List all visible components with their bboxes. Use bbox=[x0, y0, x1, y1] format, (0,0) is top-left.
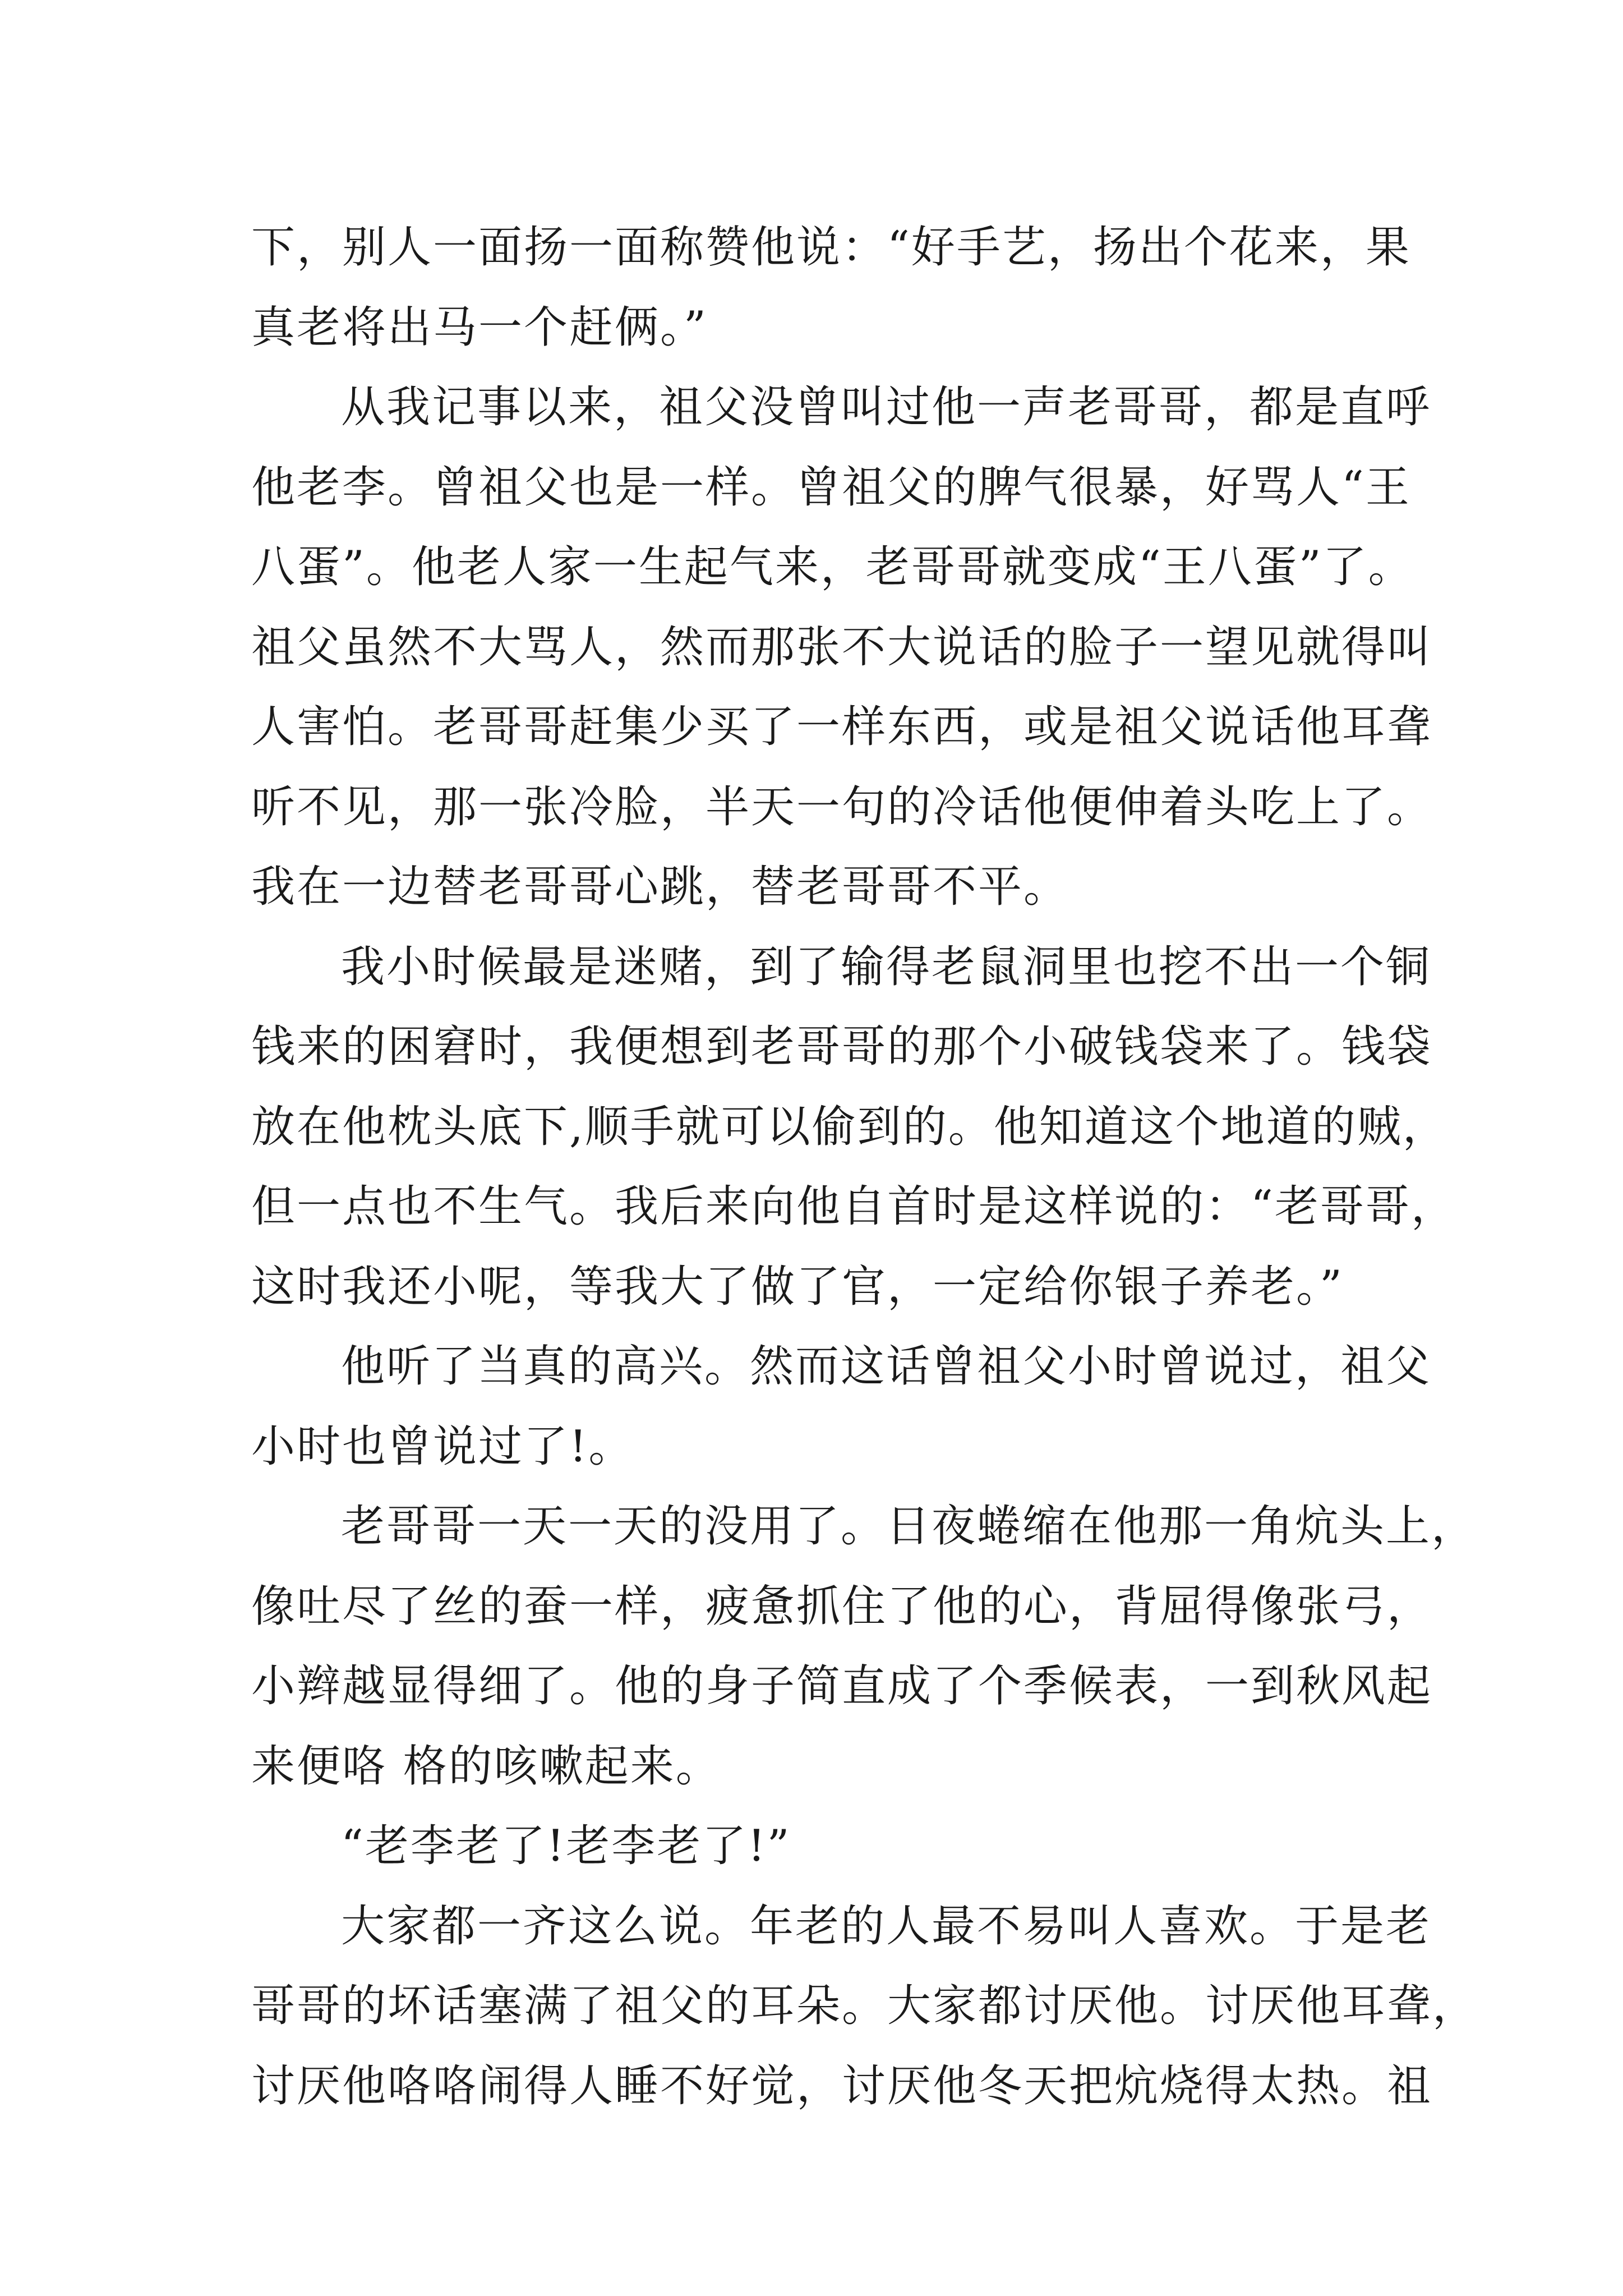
text-line: 人害怕。老哥哥赶集少买了一样东西，或是祖父说话他耳聋 bbox=[251, 702, 1433, 752]
text-line: 八蛋”。他老人家一生起气来，老哥哥就变成“王八蛋”了。 bbox=[251, 542, 1414, 592]
text-line: 哥哥的坏话塞满了祖父的耳朵。大家都讨厌他。讨厌他耳聋， bbox=[251, 1981, 1478, 2031]
text-line: 我在一边替老哥哥心跳，替老哥哥不平。 bbox=[251, 862, 1069, 912]
text-line: 他老李。曾祖父也是一样。曾祖父的脾气很暴，好骂人“王 bbox=[251, 462, 1411, 513]
text-line: 小时也曾说过了!。 bbox=[251, 1421, 634, 1472]
body-text bbox=[251, 208, 1478, 2126]
text-line: 我小时候最是迷赌，到了输得老鼠洞里也挖不出一个铜 bbox=[341, 941, 1432, 992]
text-line: 但一点也不生气。我后来向他自首时是这样说的：“老哥哥， bbox=[251, 1181, 1456, 1232]
text-line: 钱来的困窘时，我便想到老哥哥的那个小破钱袋来了。钱袋 bbox=[251, 1022, 1433, 1072]
text-line: 听不见，那一张冷脸，半天一句的冷话他便伸着头吃上了。 bbox=[251, 781, 1433, 832]
text-line: 这时我还小呢，等我大了做了官，一定给你银子养老。” bbox=[251, 1261, 1344, 1312]
text-line: 从我记事以来，祖父没曾叫过他一声老哥哥，都是直呼 bbox=[341, 382, 1432, 432]
text-line: 下，别人一面扬一面称赞他说：“好手艺，扬出个花来，果 bbox=[251, 222, 1411, 273]
text-line: 老哥哥一天一天的没用了。日夜蜷缩在他那一角炕头上， bbox=[341, 1501, 1477, 1552]
text-line: 讨厌他咯咯闹得人睡不好觉，讨厌他冬天把炕烧得太热。祖 bbox=[251, 2060, 1433, 2111]
text-line: 真老将出马一个赶俩。” bbox=[251, 302, 708, 353]
text-line: 他听了当真的高兴。然而这话曾祖父小时曾说过，祖父 bbox=[341, 1341, 1432, 1392]
text-line: 祖父虽然不大骂人，然而那张不大说话的脸子一望见就得叫 bbox=[251, 622, 1433, 673]
text-line: 像吐尽了丝的蚕一样，疲惫抓住了他的心，背屈得像张弓， bbox=[251, 1581, 1433, 1632]
text-line: 来便咯 格的咳嗽起来。 bbox=[251, 1741, 721, 1792]
text-line: 放在他枕头底下,顺手就可以偷到的。他知道这个地道的贼， bbox=[251, 1101, 1448, 1152]
text-line: 大家都一齐这么说。年老的人最不易叫人喜欢。于是老 bbox=[341, 1901, 1432, 1952]
text-line: “老李老了!老李老了!” bbox=[341, 1821, 791, 1871]
text-line: 小辫越显得细了。他的身子简直成了个季候表，一到秋风起 bbox=[251, 1661, 1433, 1711]
